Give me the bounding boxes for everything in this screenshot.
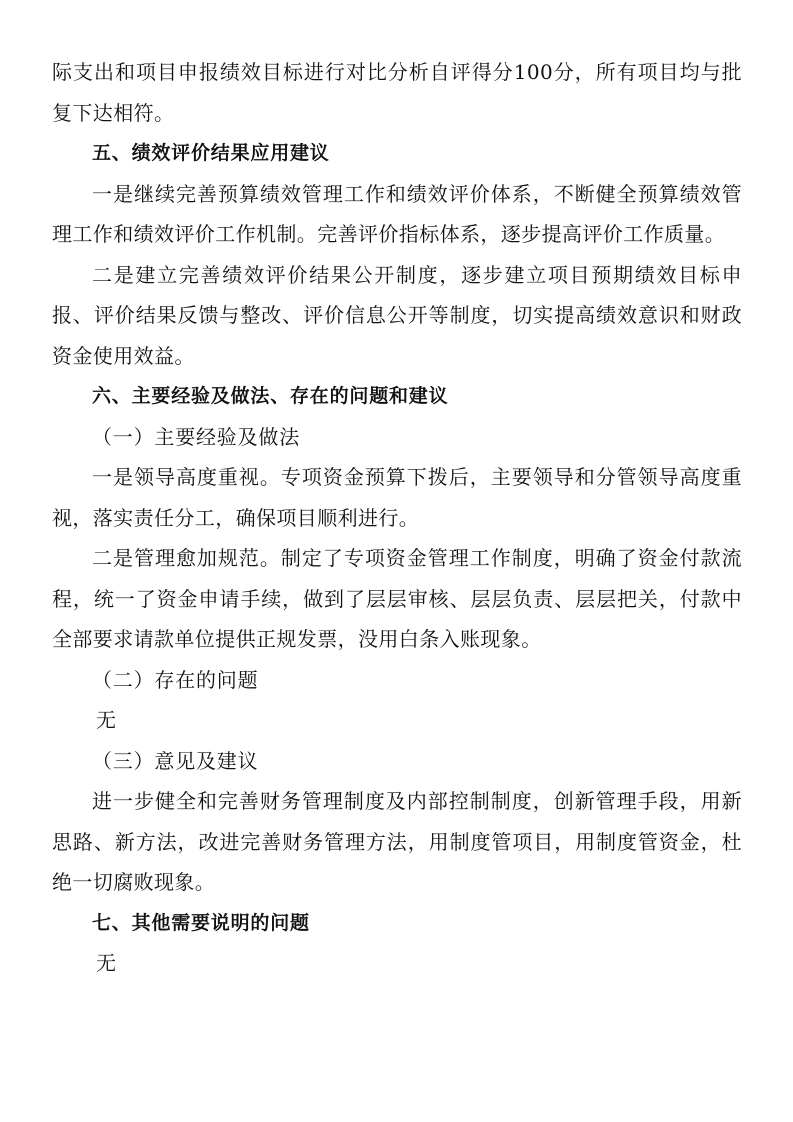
subheading-opinions: （三）意见及建议 [92,748,259,773]
paragraph-suggestion-1: 一是继续完善预算绩效管理工作和绩效评价体系，不断健全预算绩效管理工作和绩效评价工作机制。完善评价指标体系，逐步提高评价工作质量。 [52,181,742,246]
paragraph-experience-1: 一是领导高度重视。专项资金预算下拨后，主要领导和分管领导高度重视，落实责任分工，确保项目顺利进行。 [52,465,742,530]
problems-none: 无 [96,708,116,732]
document-page [52,52,742,984]
paragraph-suggestion-2: 二是建立完善绩效评价结果公开制度，逐步建立项目预期绩效目标申报、评价结果反馈与整改、评价信息公开等制度，切实提高绩效意识和财政资金使用效益。 [52,262,742,368]
subheading-problems: （二）存在的问题 [92,667,259,692]
section-heading-7: 七、其他需要说明的问题 [92,911,310,934]
section-heading-5: 五、绩效评价结果应用建议 [92,142,330,164]
paragraph-experience-2: 二是管理愈加规范。制定了专项资金管理工作制度，明确了资金付款流程，统一了资金申请手续，做到了层层审核、层层负责、层层把关，付款中全部要求请款单位提供正规发票，没用白条入账现象。 [52,546,742,651]
section-heading-6: 六、主要经验及做法、存在的问题和建议 [92,385,449,407]
paragraph-opinions: 进一步健全和完善财务管理制度及内部控制制度，创新管理手段，用新思路、新方法，改进完善财务管理方法，用制度管项目，用制度管资金，杜绝一切腐败现象。 [52,789,742,894]
other-none: 无 [96,951,116,975]
paragraph-continuation: 际支出和项目申报绩效目标进行对比分析自评得分100分，所有项目均与批复下达相符。 [52,60,742,125]
subheading-experience: （一）主要经验及做法 [92,424,300,449]
